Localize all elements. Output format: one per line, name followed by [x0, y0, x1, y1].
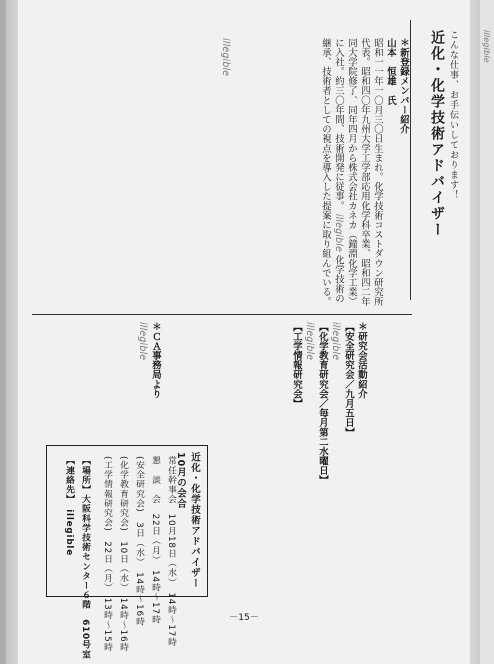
schedule-label: 懇 談 会: [150, 456, 160, 504]
office-text: illegible: [137, 322, 148, 361]
page-title: 近化・化学技術アドバイザー: [429, 30, 445, 238]
schedule-venue-text: 【場所】大阪科学技術センター６階: [80, 456, 90, 610]
schedule-title: 近化・化学技術アドバイザー 10月の会合: [175, 452, 200, 599]
member-name: 山本 恒雄 氏: [385, 38, 396, 106]
column-divider: [32, 314, 412, 315]
schedule-contact-text: 【連絡先】 illegible: [64, 456, 74, 557]
member-section-label: ＊新登録メンバー紹介: [398, 38, 409, 134]
member-column: [244, 38, 410, 308]
schedule-time: 14時〜17時: [150, 570, 160, 625]
schedule-time: 14時〜16時: [134, 572, 144, 627]
schedule-room-text: 610号室: [80, 619, 90, 660]
schedule-label: (工学情報研究会): [102, 456, 112, 532]
schedule-time: 14時〜16時: [118, 597, 128, 653]
event-education-text: illegible: [304, 322, 315, 361]
events-section-label: ＊研究会活動紹介: [356, 322, 367, 399]
schedule-date: 3日（水）: [134, 522, 144, 563]
schedule-time: 13時〜15時: [102, 597, 112, 653]
schedule-label: (安全研究会): [134, 456, 144, 513]
schedule-label: 常任幹事会: [166, 456, 176, 504]
schedule-time: 14時〜17時: [166, 592, 176, 647]
document-page: [18, 0, 470, 664]
title-block: [416, 30, 460, 290]
page-subtitle: こんな仕事、お手伝いしております！: [448, 30, 458, 200]
schedule-venue: [79, 456, 91, 660]
scan-shadow-left: [0, 0, 6, 664]
title-rule: [410, 20, 411, 300]
schedule-date: 10日（水）: [118, 541, 128, 589]
member-profile: 昭和一一年一〇月三〇日生まれ。化学技術コストダウン研究所代表。昭和四〇年九州大学工学部応用化学科卒業、昭和四二年同大学院修了、同年四月から株式会社カネカ（鐘淵化学工業）に入社。約三〇年間、技術開発に従事。: [333, 38, 383, 307]
previous-page-edge: [480, 0, 494, 664]
notes-top-column: [32, 38, 232, 308]
page-number: －15－: [229, 613, 259, 623]
event-education-name: 【化学教育研究会／毎月第二水曜日】: [317, 322, 328, 486]
schedule-date: 10月18日（水）: [166, 513, 176, 583]
schedule-date: 22日（月）: [150, 513, 160, 561]
schedule-row: [165, 456, 177, 647]
schedule-row: [101, 456, 113, 653]
office-label: ＊ＣＡ事務局より: [150, 322, 161, 399]
member-profile-middle: illegible: [333, 213, 344, 253]
schedule-row: [133, 456, 145, 627]
notes-top-text: illegible: [220, 38, 231, 77]
event-engineering-name: 【工学情報研究会】: [291, 322, 302, 409]
member-profile-end: 化学技術の継承、技術者としての視点を導入した提案に取り組んでいる。: [320, 38, 344, 307]
office-column: [32, 322, 162, 438]
schedule-date: 22日（月）: [102, 541, 112, 589]
schedule-row: [149, 456, 161, 625]
schedule-label: (化学教育研究会): [118, 456, 128, 532]
previous-page-text: illegible: [482, 30, 491, 63]
schedule-contact: [63, 456, 75, 590]
schedule-row: [117, 456, 129, 653]
schedule-box: [46, 445, 208, 660]
event-safety-name: 【安全研究会／九月五日】: [343, 322, 354, 438]
event-safety-text: illegible: [330, 322, 341, 361]
